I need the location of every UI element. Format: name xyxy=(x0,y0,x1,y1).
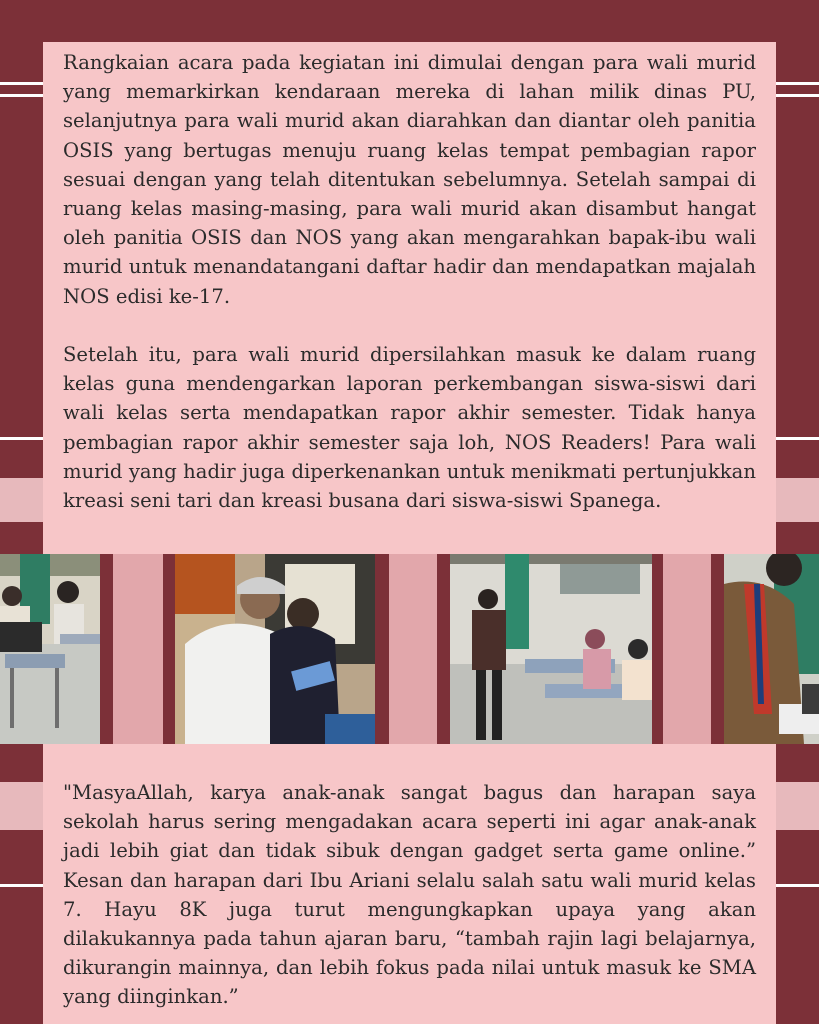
paragraph: Rangkaian acara pada kegiatan ini dimulai dengan para wali murid yang memarkirkan kendaraan mereka di lahan milik dinas PU, selanjutnya para wali murid akan diarahkan dan diantar oleh panitia OSIS yang bertugas menuju ruang kelas tempat pembagian rapor sesuai dengan yang telah ditentukan sebelumnya. Setelah sampai di ruang kelas masing-masing, para wali murid akan disambut hangat oleh panitia OSIS dan NOS yang akan mengarahkan bapak-ibu wali murid untuk menandatangani daftar hadir dan mendapatkan majalah NOS edisi ke-17. xyxy=(63,51,756,308)
quote-paragraph: "MasyaAllah, karya anak-anak sangat bagus dan harapan saya sekolah harus sering mengadakan acara seperti ini agar anak-anak jadi lebih giat dan tidak sibuk dengan gadget serta game online.” Kesan dan harapan dari Ibu Ariani selalu salah satu wali murid kelas 7. Hayu 8K juga turut mengungkapkan upaya yang akan dilakukannya pada tahun ajaran baru, “tambah rajin lagi belajarnya, dikurangin mainnya, dan lebih fokus pada nilai untuk masuk ke SMA yang diinginkan.” xyxy=(63,781,756,1009)
photo-divider xyxy=(389,554,437,744)
bottom-text-panel xyxy=(43,744,776,1024)
photo-teacher-in-classroom xyxy=(450,554,652,744)
classroom-photo-parents-seated xyxy=(0,554,100,744)
photo-divider xyxy=(113,554,163,744)
top-text-panel xyxy=(43,42,776,554)
divider-line xyxy=(776,437,819,440)
divider-line xyxy=(776,884,819,887)
divider-line xyxy=(776,94,819,97)
divider-line xyxy=(776,82,819,85)
photo-parent-receiving-magazine xyxy=(175,554,375,744)
divider-line xyxy=(0,437,43,440)
divider-line xyxy=(0,94,43,97)
divider-line xyxy=(0,82,43,85)
photo-scout-student-writing xyxy=(724,554,819,744)
photo-divider xyxy=(663,554,711,744)
paragraph: Setelah itu, para wali murid dipersilahkan masuk ke dalam ruang kelas guna mendengarkan laporan perkembangan siswa-siswi dari wali kelas serta mendapatkan rapor akhir semester. Tidak hanya pembagian rapor akhir semester saja loh, NOS Readers! Para wali murid yang hadir juga diperkenankan untuk menikmati pertunjukkan kreasi seni tari dan kreasi busana dari siswa-siswi Spanega. xyxy=(63,343,756,513)
divider-line xyxy=(0,884,43,887)
